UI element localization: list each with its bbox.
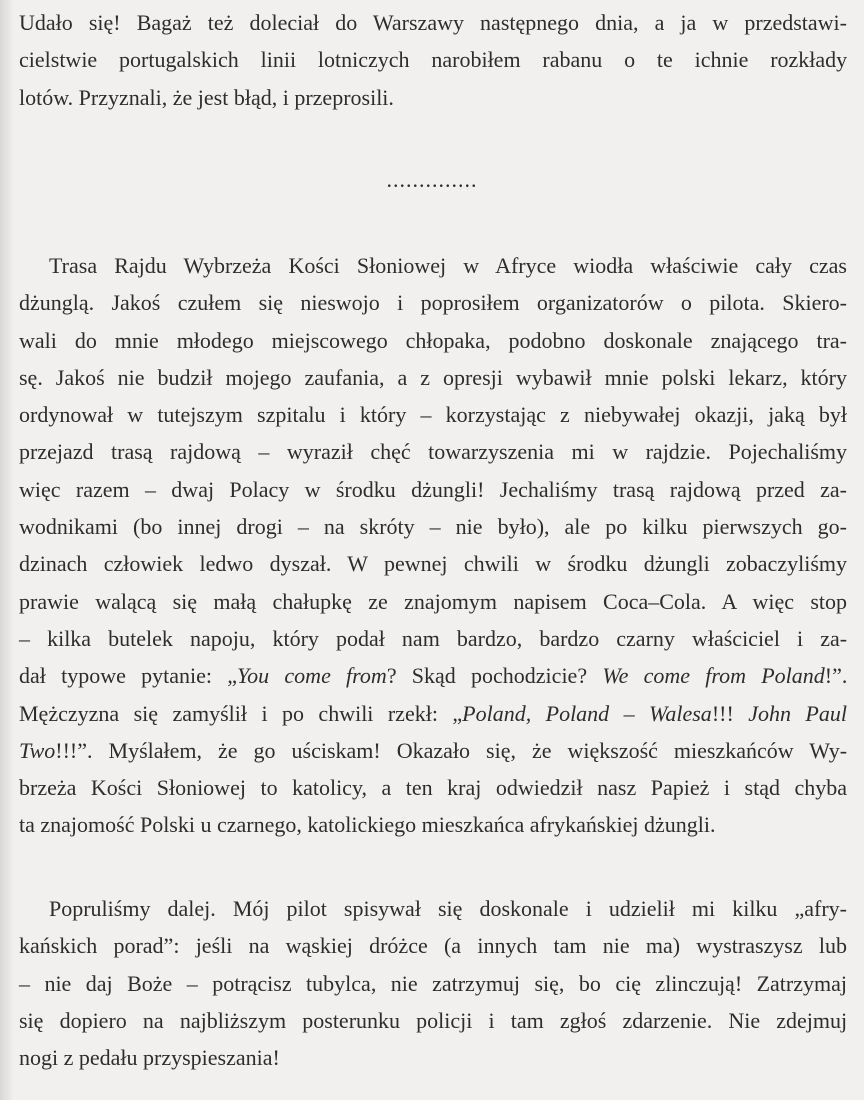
text-line: prawie walącą się małą chałupkę ze znajomym napisem Coca–Cola. A więc stop (19, 588, 847, 614)
paragraph-2 (19, 247, 847, 844)
text-line: przejazd trasą rajdową – wyraził chęć towarzyszenia mi w rajdzie. Pojechaliśmy (19, 439, 847, 465)
paragraph-3 (19, 890, 847, 1076)
text-line-with-italics (19, 657, 847, 694)
text-run: ? Skąd pochodzicie? (386, 663, 603, 689)
text-line: brzeża Kości Słoniowej to katolicy, a ten kraj odwiedził nasz Papież i stąd chyba (19, 775, 847, 801)
text-run: !!!”. Myślałem, że go uściskam! Okazało się, że większość mieszkańców Wy- (55, 737, 848, 763)
text-line: – nie daj Boże – potrącisz tubylca, nie zatrzymuj się, bo cię zlinczują! Zatrzymaj (19, 970, 847, 996)
text-line: sę. Jakoś nie budził mojego zaufania, a z opresji wybawił mnie polski lekarz, który (19, 364, 847, 390)
text-line: ordynował w tutejszym szpitalu i który – korzystając z niebywałej okazji, jaką był (19, 402, 847, 428)
text-line: się dopiero na najbliższym posterunku policji i tam zgłoś zdarzenie. Nie zdejmuj (19, 1007, 848, 1033)
text-line: Trasa Rajdu Wybrzeża Kości Słoniowej w Afryce wiodła właściwie cały czas (49, 253, 847, 278)
text-line: Popruliśmy dalej. Mój pilot spisywał się doskonale i udzielił mi kilku „afry- (49, 896, 847, 921)
italic-quote: John Paul (748, 700, 847, 726)
text-line: wali do mnie młodego miejscowego chłopaka, podobno doskonale znającego tra- (19, 327, 848, 353)
text-line: dzinach człowiek ledwo dyszał. W pewnej chwili w środku dżungli zobaczyliśmy (19, 551, 847, 577)
text-run: dał typowe pytanie: „ (19, 663, 237, 689)
text-line: Udało się! Bagaż też doleciał do Warszawy następnego dnia, a ja w przedstawi- (19, 10, 847, 35)
text-line: cielstwie portugalskich linii lotniczych narobiłem rabanu o te ichnie rozkłady (19, 47, 848, 73)
paragraph-1 (19, 4, 847, 116)
text-run: Mężczyzna się zamyślił i po chwili rzekł: „ (19, 700, 463, 726)
text-line: nogi z pedału przyspieszania! (19, 1045, 280, 1071)
text-line: więc razem – dwaj Polacy w środku dżungli! Jechaliśmy trasą rajdową przed za- (19, 476, 847, 502)
text-run: !!! (711, 700, 749, 726)
text-line: – kilka butelek napoju, który podał nam bardzo, bardzo czarny właściciel i za- (19, 625, 848, 651)
text-line: wodnikami (bo innej drogi – na skróty – nie było), ale po kilku pierwszych go- (19, 514, 847, 540)
italic-quote: Two (19, 737, 56, 763)
page-gutter-shadow (0, 0, 14, 1100)
italic-quote: We come from Poland (602, 663, 825, 689)
text-line-with-italics (19, 732, 847, 769)
italic-quote: Poland, Poland – Walesa (462, 700, 712, 726)
text-line: kańskich porad”: jeśli na wąskiej dróżce (a innych tam nie ma) wystraszysz lub (19, 933, 847, 959)
text-run: !”. (824, 663, 848, 689)
text-line: ta znajomość Polski u czarnego, katolickiego mieszkańca afrykańskiej dżungli. (19, 812, 716, 838)
text-line: dżunglą. Jakoś czułem się nieswojo i poprosiłem organizatorów o pilota. Skiero- (19, 290, 847, 316)
section-separator: .............. (386, 167, 478, 192)
text-line-with-italics (19, 695, 847, 732)
text-line: lotów. Przyznali, że jest błąd, i przeprosili. (19, 84, 394, 110)
italic-quote: You come from (236, 663, 387, 689)
